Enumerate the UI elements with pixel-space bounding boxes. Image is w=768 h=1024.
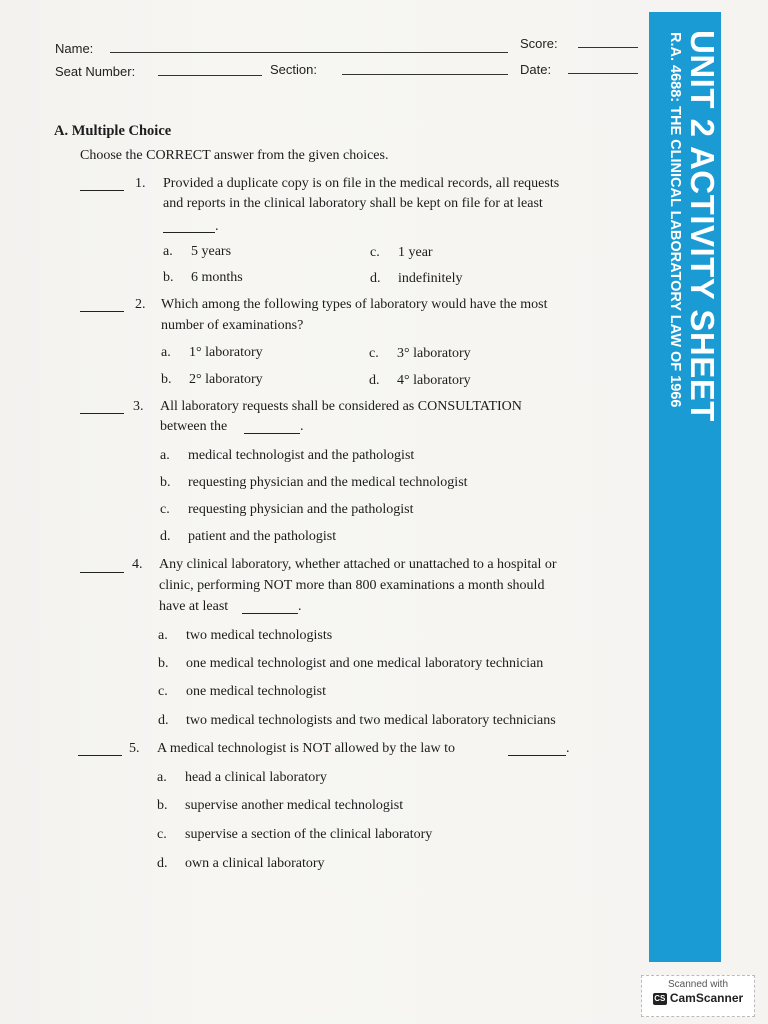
fill-blank-q4[interactable] (242, 613, 298, 614)
option-text: 4° laboratory (397, 373, 471, 388)
question-number: 4. (132, 557, 143, 572)
option-text: 6 months (191, 270, 243, 285)
question-text-line: clinic, performing NOT more than 800 examinations a month should (159, 578, 545, 593)
option-text: own a clinical laboratory (185, 856, 325, 871)
camscanner-logo-icon: CS (654, 993, 666, 1003)
question-number: 3. (133, 399, 144, 414)
option-letter: d. (158, 713, 169, 728)
camscanner-watermark (641, 975, 755, 1017)
score-field-line[interactable] (578, 47, 638, 48)
scanned-with-text: Scanned with (667, 979, 729, 990)
option-text: requesting physician and the pathologist (188, 502, 414, 517)
camscanner-brand (642, 991, 754, 1005)
answer-blank-q5[interactable] (78, 755, 122, 756)
option-text: patient and the pathologist (188, 529, 337, 544)
answer-blank-q3[interactable] (80, 413, 124, 414)
option-letter: b. (158, 656, 169, 671)
option-letter: d. (157, 856, 168, 871)
fill-blank-q1[interactable] (163, 232, 215, 233)
question-text-line: All laboratory requests shall be considered as CONSULTATION (160, 399, 522, 414)
option-text: two medical technologists and two medical laboratory technicians (186, 713, 556, 728)
answer-blank-q2[interactable] (80, 311, 124, 312)
option-letter: b. (160, 475, 171, 490)
option-letter: d. (160, 529, 171, 544)
option-letter: c. (157, 827, 167, 842)
question-number: 2. (135, 297, 146, 312)
option-letter: a. (158, 628, 168, 643)
date-field-line[interactable] (568, 73, 638, 74)
option-letter: a. (161, 345, 171, 360)
question-number: 5. (129, 741, 140, 756)
question-number: 1. (135, 176, 146, 191)
option-letter: a. (163, 244, 173, 259)
date-label: Date: (520, 62, 552, 77)
question-text-line: between the (160, 419, 228, 434)
unit-title: UNIT 2 ACTIVITY SHEET (684, 30, 721, 422)
option-text: 5 years (191, 244, 232, 259)
option-text: 1 year (398, 245, 433, 260)
option-text: indefinitely (398, 271, 463, 286)
option-text: 2° laboratory (189, 372, 263, 387)
question-text-line: A medical technologist is NOT allowed by the law to (157, 741, 455, 756)
question-text-line: Provided a duplicate copy is on file in the medical records, all requests (163, 176, 560, 191)
option-letter: c. (160, 502, 170, 517)
camscanner-name: CamScanner (669, 991, 744, 1005)
fill-blank-q5[interactable] (508, 755, 566, 756)
name-field-line[interactable] (110, 52, 508, 53)
seat-number-label: Seat Number: (55, 64, 136, 79)
section-field-line[interactable] (342, 74, 508, 75)
question-text-line: . (215, 219, 219, 234)
option-text: head a clinical laboratory (185, 770, 327, 785)
fill-blank-q3[interactable] (244, 433, 300, 434)
option-text: supervise a section of the clinical laboratory (185, 827, 433, 842)
question-text-line: Which among the following types of laboratory would have the most (161, 297, 548, 312)
seat-number-field-line[interactable] (158, 75, 262, 76)
option-text: medical technologist and the pathologist (188, 448, 415, 463)
question-text-line: Any clinical laboratory, whether attached or unattached to a hospital or (159, 557, 557, 572)
option-letter: c. (369, 346, 379, 361)
option-letter: a. (160, 448, 170, 463)
option-text: supervise another medical technologist (185, 798, 404, 813)
option-letter: b. (163, 270, 174, 285)
question-text-line: . (566, 741, 570, 756)
option-letter: b. (157, 798, 168, 813)
question-text-line: . (300, 419, 304, 434)
option-letter: a. (157, 770, 167, 785)
score-label: Score: (520, 36, 558, 51)
option-text: two medical technologists (186, 628, 333, 643)
option-letter: d. (369, 373, 380, 388)
section-label: Section: (270, 62, 317, 77)
option-text: one medical technologist (186, 684, 326, 699)
section-instruction: Choose the CORRECT answer from the given choices. (80, 148, 389, 163)
answer-blank-q1[interactable] (80, 190, 124, 191)
section-title: A. Multiple Choice (54, 123, 172, 139)
option-text: 3° laboratory (397, 346, 471, 361)
question-text-line: have at least (159, 599, 229, 614)
name-label: Name: (55, 41, 94, 56)
unit-subtitle: R.A. 4688: THE CLINICAL LABORATORY LAW OF 1966 (667, 32, 683, 408)
question-text-line: number of examinations? (161, 318, 304, 333)
question-text-line: and reports in the clinical laboratory shall be kept on file for at least (163, 196, 543, 211)
option-text: one medical technologist and one medical laboratory technician (186, 656, 544, 671)
option-text: 1° laboratory (189, 345, 263, 360)
answer-blank-q4[interactable] (80, 572, 124, 573)
option-letter: c. (158, 684, 168, 699)
option-letter: c. (370, 245, 380, 260)
option-letter: d. (370, 271, 381, 286)
option-letter: b. (161, 372, 172, 387)
option-text: requesting physician and the medical technologist (188, 475, 468, 490)
question-text-line: . (298, 599, 302, 614)
